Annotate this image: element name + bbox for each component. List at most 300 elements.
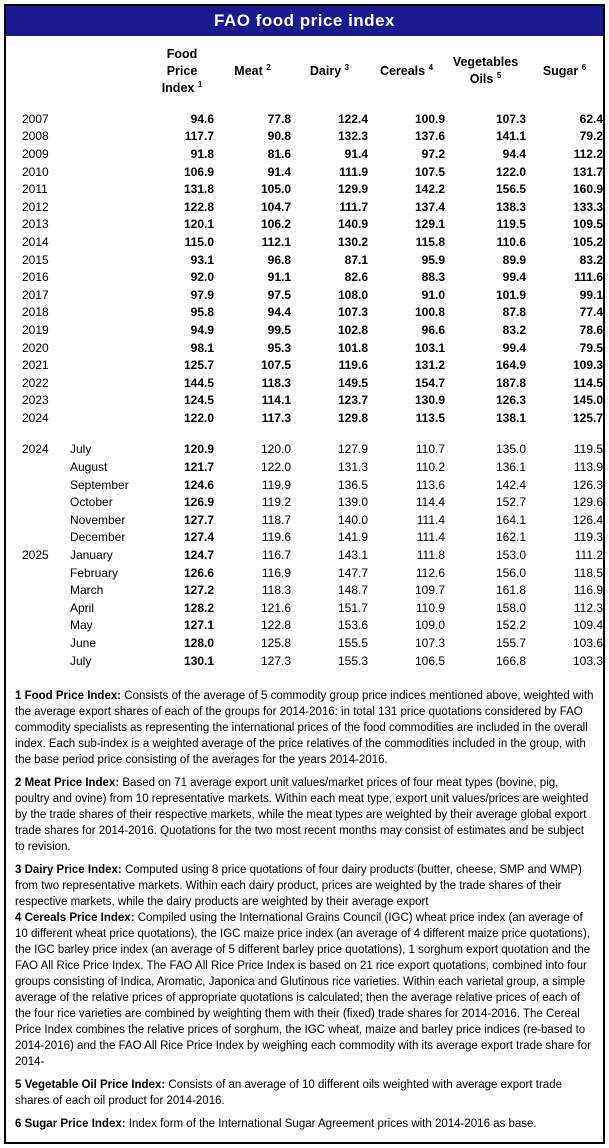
page-title: FAO food price index [214,11,395,30]
value-cell: 124.6 [183,477,214,492]
month-cell [70,375,150,393]
value-cell: 139.0 [337,495,368,510]
value-cell: 99.5 [267,322,291,337]
month-cell [70,287,150,305]
value-cell: 89.9 [502,252,526,267]
value-cell: 131.8 [183,182,214,197]
month-cell [70,234,150,252]
footnote [15,1116,594,1132]
value-cell: 126.6 [183,565,214,580]
year-cell: 2022 [22,375,49,390]
value-cell: 91.8 [190,146,214,161]
value-cell: 120.1 [183,217,214,232]
value-cell: 137.4 [414,199,445,214]
value-cell: 122.0 [183,410,214,425]
value-cell: 141.1 [495,129,526,144]
value-cell: 166.8 [495,653,526,668]
month-cell [70,146,150,164]
year-cell: 2018 [22,305,49,320]
value-cell: 87.8 [502,305,526,320]
value-cell: 106.2 [260,217,291,232]
value-cell: 79.5 [579,340,603,355]
value-cell: 121.7 [183,460,214,475]
year-cell: 2013 [22,217,49,232]
value-cell: 116.7 [261,548,291,563]
month-cell [70,128,150,146]
value-cell: 154.7 [414,375,445,390]
value-cell: 160.9 [572,182,603,197]
value-cell: 140.9 [337,217,368,232]
annual-row [8,375,603,393]
value-cell: 152.7 [495,495,526,510]
value-cell: 112.6 [415,565,445,580]
value-cell: 149.5 [337,375,368,390]
value-cell: 153.0 [495,548,526,563]
value-cell: 126.3 [572,477,603,492]
value-cell: 83.2 [502,322,526,337]
year-cell: 2016 [22,270,49,285]
value-cell: 122.4 [337,111,368,126]
value-cell: 131.7 [572,164,603,179]
value-cell: 82.6 [344,270,368,285]
value-cell: 129.9 [337,182,368,197]
value-cell: 104.7 [260,199,291,214]
year-cell: 2017 [22,287,49,302]
year-cell [8,565,70,583]
value-cell: 141.9 [337,530,368,545]
value-cell: 97.9 [190,287,214,302]
value-cell: 121.6 [260,600,291,615]
value-cell: 155.7 [495,636,526,650]
footnote-text: Based on 71 average export unit values/market prices of four meat types (bovine, pig, poultry and ovine) from 10 representative markets. Within each meat type, export unit values/prices are weighted by the trade shares of their respective markets, while the meat types are weighted by their average global export trade shares for 2014-2016. Quotations for the two most recent months may consist of estimates and be subject to revision. [15,777,589,854]
footnote-label: 2 Meat Price Index: [15,777,120,790]
column-header-sugar: Sugar $^6$ [542,62,587,79]
month-cell [70,357,150,375]
value-cell: 164.9 [495,358,526,373]
value-cell: 108.0 [337,287,368,302]
value-cell: 114.4 [415,495,445,510]
fao-food-price-index-page [4,4,605,1144]
value-cell: 118.7 [261,512,291,527]
value-cell: 119.9 [261,477,291,492]
value-cell: 110.9 [415,600,445,615]
value-cell: 118.3 [261,583,291,598]
annual-row [8,410,603,428]
annual-row [8,392,603,410]
value-cell: 124.7 [183,548,214,563]
month-cell: September [70,477,129,492]
value-cell: 111.9 [339,164,368,179]
month-cell: July [70,653,92,668]
monthly-row [8,600,603,618]
value-cell: 113.5 [415,410,445,425]
value-cell: 122.0 [260,460,291,475]
footnote-marker-2: 2 [266,62,271,72]
value-cell: 187.8 [495,375,526,390]
month-cell: October [70,495,113,510]
value-cell: 91.4 [267,164,291,179]
value-cell: 115.0 [184,234,214,249]
value-cell: 77.4 [579,305,603,320]
footnote-label: 5 Vegetable Oil Price Index: [15,1079,166,1092]
value-cell: 95.8 [190,305,214,320]
value-cell: 106.5 [414,653,445,668]
value-cell: 83.2 [579,252,603,267]
value-cell: 137.6 [414,129,445,144]
value-cell: 107.3 [337,305,368,320]
annual-row [8,199,603,217]
value-cell: 111.6 [574,270,603,285]
value-cell: 99.1 [579,287,603,302]
value-cell: 107.5 [414,164,445,179]
footnote [15,775,594,855]
value-cell: 120.0 [260,442,291,457]
value-cell: 100.8 [414,305,445,320]
value-cell: 122.8 [183,199,214,214]
monthly-row [8,582,603,600]
annual-row [8,340,603,358]
value-cell: 143.1 [337,548,368,563]
value-cell: 102.8 [337,322,368,337]
column-header-food-price-index: Food Price Index $^1$ [161,47,203,95]
value-cell: 110.7 [415,442,445,457]
value-cell: 140.0 [337,512,368,527]
monthly-row [8,529,603,547]
value-cell: 125.8 [260,636,291,650]
value-cell: 127.2 [183,583,214,598]
value-cell: 98.1 [190,340,214,355]
value-cell: 155.3 [337,653,368,668]
value-cell: 131.3 [337,460,368,475]
value-cell: 105.2 [572,234,603,249]
year-cell [8,459,70,477]
value-cell: 116.9 [261,565,291,580]
section-spacer [8,427,603,441]
value-cell: 158.0 [495,600,526,615]
value-cell: 119.5 [573,442,603,457]
value-cell: 133.3 [572,199,603,214]
annual-row [8,252,603,270]
value-cell: 118.5 [573,565,603,580]
value-cell: 126.3 [495,393,526,408]
monthly-row [8,441,603,459]
annual-row [8,164,603,182]
value-cell: 130.2 [337,234,368,249]
value-cell: 107.3 [414,636,445,650]
value-cell: 127.7 [183,512,214,527]
value-cell: 136.5 [337,477,368,492]
monthly-row [8,547,603,565]
value-cell: 91.1 [267,270,291,285]
annual-row [8,216,603,234]
value-cell: 118.3 [261,375,291,390]
year-cell: 2021 [22,358,49,373]
footnote-label: 4 Cereals Price Index: [15,912,135,925]
footnotes-section [6,670,603,1142]
value-cell: 99.4 [502,340,526,355]
value-cell: 156.0 [495,565,526,580]
value-cell: 97.2 [421,146,445,161]
value-cell: 122.8 [260,618,291,633]
value-cell: 111.2 [574,548,603,563]
value-cell: 111.4 [416,512,445,527]
value-cell: 164.1 [495,512,526,527]
price-index-table [8,36,603,670]
value-cell: 117.7 [184,129,214,144]
column-header-year [8,36,70,111]
value-cell: 155.5 [337,636,368,650]
value-cell: 112.1 [261,234,291,249]
value-cell: 142.4 [495,477,526,492]
annual-row [8,146,603,164]
value-cell: 103.1 [414,340,445,355]
year-cell: 2023 [22,393,49,408]
value-cell: 110.6 [496,234,526,249]
value-cell: 115.8 [415,234,445,249]
value-cell: 125.7 [572,410,603,425]
year-cell: 2011 [22,182,48,197]
footnote-text: Consists of the average of 5 commodity group price indices mentioned above, weighted with the average export shares of each of the groups for 2014-2016: in total 131 price quotations considered by FAO commodity specialists as representing the international prices of the food commodities are included in the overall index. Each sub-index is a weighted average of the price relatives of the commodities included in the group, with the base period price consisting of the averages for the years 2014-2016. [15,690,594,767]
monthly-row [8,617,603,635]
value-cell: 99.4 [502,270,526,285]
year-cell: 2007 [22,111,49,126]
year-cell: 2019 [22,322,49,337]
month-cell: June [70,636,97,650]
value-cell: 162.1 [495,530,526,545]
value-cell: 130.1 [183,653,214,668]
footnote-marker-4: 4 [428,62,434,72]
value-cell: 156.5 [495,182,526,197]
month-cell [70,410,150,428]
value-cell: 144.5 [183,375,214,390]
value-cell: 130.9 [414,393,445,408]
value-cell: 147.7 [337,565,368,580]
year-cell: 2024 [22,410,49,425]
value-cell: 93.1 [190,252,214,267]
column-header-cereals: Cereals $^4$ [379,62,434,79]
value-cell: 79.2 [579,129,603,144]
value-cell: 109.5 [572,217,603,232]
month-cell [70,181,150,199]
annual-row [8,287,603,305]
annual-row [8,322,603,340]
value-cell: 77.8 [267,111,291,126]
footnote-text: Consists of an average of 10 different oils weighted with average export trade shares of each oil product for 2014-2016. [15,1079,562,1108]
monthly-row [8,635,603,653]
month-cell [70,340,150,358]
value-cell: 94.6 [190,111,214,126]
value-cell: 117.3 [261,410,291,425]
column-header-month [70,36,150,111]
value-cell: 127.1 [183,618,214,633]
value-cell: 138.1 [495,410,526,425]
column-header-dairy: Dairy $^3$ [309,62,350,79]
monthly-row [8,653,603,671]
month-cell: May [70,618,93,633]
value-cell: 120.9 [183,442,214,457]
value-cell: 92.0 [190,270,214,285]
value-cell: 109.0 [414,618,445,633]
value-cell: 126.9 [183,495,214,510]
value-cell: 112.2 [573,146,603,161]
value-cell: 125.7 [183,358,214,373]
value-cell: 109.7 [414,583,445,598]
value-cell: 106.9 [183,164,214,179]
value-cell: 95.3 [267,340,291,355]
value-cell: 91.4 [344,146,368,161]
value-cell: 100.9 [414,111,445,126]
month-cell: August [70,460,108,475]
year-cell: 2008 [22,129,49,144]
footnote-text: Index form of the International Sugar Agreement prices with 2014-2016 as base. [125,1118,537,1131]
year-cell [8,477,70,495]
value-cell: 119.5 [496,217,526,232]
value-cell: 152.2 [495,618,526,633]
footnote-marker-6: 6 [581,62,587,72]
value-cell: 126.4 [572,512,603,527]
footnote-label: 3 Dairy Price Index: [15,864,122,877]
value-cell: 97.5 [267,287,291,302]
year-cell [8,582,70,600]
annual-row [8,111,603,129]
value-cell: 103.3 [572,653,603,668]
footnote-marker-5: 5 [496,71,502,81]
value-cell: 127.3 [260,653,291,668]
year-cell: 2020 [22,340,49,355]
value-cell: 128.2 [183,600,214,615]
value-cell: 132.3 [337,129,368,144]
value-cell: 96.8 [267,252,291,267]
month-cell [70,164,150,182]
value-cell: 123.7 [337,393,368,408]
annual-row [8,269,603,287]
value-cell: 153.6 [337,618,368,633]
value-cell: 151.7 [337,600,368,615]
month-cell [70,322,150,340]
month-cell [70,269,150,287]
value-cell: 145.0 [572,393,603,408]
value-cell: 109.3 [572,358,603,373]
month-cell [70,111,150,129]
value-cell: 111.4 [416,530,445,545]
value-cell: 161.8 [495,583,526,598]
value-cell: 112.3 [573,600,603,615]
year-cell: 2024 [22,442,49,457]
value-cell: 109.4 [572,618,603,633]
month-cell: March [70,583,104,598]
year-cell [8,529,70,547]
value-cell: 127.4 [183,530,214,545]
monthly-row [8,477,603,495]
value-cell: 119.6 [261,530,291,545]
column-header-row [8,36,603,111]
value-cell: 107.5 [260,358,291,373]
month-cell [70,199,150,217]
monthly-row [8,512,603,530]
value-cell: 94.4 [267,305,291,320]
value-cell: 142.2 [414,182,445,197]
value-cell: 111.7 [339,199,368,214]
value-cell: 62.4 [579,111,603,126]
month-cell: July [70,442,92,457]
footnote [15,688,594,768]
footnote-marker-3: 3 [344,62,350,72]
value-cell: 136.1 [495,460,526,475]
year-cell [8,635,70,653]
value-cell: 101.9 [495,287,526,302]
value-cell: 119.2 [261,495,291,510]
month-cell: January [70,548,113,563]
year-cell: 2012 [22,199,49,214]
year-cell: 2009 [22,146,49,161]
value-cell: 113.6 [415,477,445,492]
year-cell [8,494,70,512]
footnote-marker-1: 1 [197,79,203,89]
year-cell [8,617,70,635]
value-cell: 131.2 [414,358,445,373]
year-cell: 2015 [22,252,49,267]
value-cell: 110.2 [415,460,445,475]
value-cell: 148.7 [337,583,368,598]
value-cell: 114.5 [573,375,603,390]
value-cell: 138.3 [495,199,526,214]
value-cell: 127.9 [337,442,368,457]
value-cell: 116.9 [573,583,603,598]
column-header-meat: Meat $^2$ [234,62,271,79]
value-cell: 94.4 [502,146,526,161]
value-cell: 129.6 [572,495,603,510]
value-cell: 105.0 [260,182,291,197]
value-cell: 90.8 [267,129,291,144]
year-cell: 2025 [22,548,49,563]
value-cell: 128.0 [183,636,214,650]
year-cell [8,600,70,618]
month-cell [70,304,150,322]
value-cell: 95.9 [421,252,445,267]
footnote-text: Compiled using the International Grains Council (IGC) wheat price index (an average of 10 different wheat price quotations), the IGC maize price index (an average of 4 different maize price quotations), the IGC barley price index (an average of 5 different barley price quotations), 1 sorghum export quotation and the FAO All Rice Price Index. The FAO All Rice Price Index is based on 21 rice export quotations, combined into four groups consisting of Indica, Aromatic, Japonica and Glutinous rice varieties. Within each varietal group, a simple average of the relative prices of appropriate quotations is calculated; then the average relative prices of each of the four rice varieties are combined by weighting them with their (fixed) trade shares for 2014-2016. The Cereal Price Index combines the relative prices of sorghum, the IGC wheat, maize and barley price indices (re-based to 2014-2016) and the FAO All Rice Price Index by weighing each commodity with its average export trade share for 2014- [15,912,591,1069]
footnote-text: Computed using 8 price quotations of four dairy products (butter, cheese, SMP and WMP) from two representative markets. Within each dairy product, prices are weighted by the trade shares of their respective markets, while the dairy products are weighted by their average export [15,864,582,909]
value-cell: 81.6 [267,146,291,161]
year-cell [8,512,70,530]
monthly-row [8,565,603,583]
value-cell: 122.0 [495,164,526,179]
value-cell: 107.3 [495,111,526,126]
month-cell: February [70,565,119,580]
month-cell [70,392,150,410]
value-cell: 111.8 [416,548,445,563]
month-cell [70,216,150,234]
month-cell: April [70,600,95,615]
column-header-vegetables-oils: Vegetables Oils $^5$ [452,55,519,87]
month-cell: November [70,512,126,527]
value-cell: 88.3 [421,270,445,285]
footnote [15,862,594,910]
month-cell: December [70,530,126,545]
value-cell: 129.1 [414,217,445,232]
value-cell: 135.0 [495,442,526,457]
annual-row [8,234,603,252]
year-cell: 2014 [22,234,49,249]
value-cell: 87.1 [344,252,368,267]
value-cell: 124.5 [183,393,214,408]
value-cell: 78.6 [579,322,603,337]
value-cell: 119.3 [573,530,603,545]
value-cell: 91.0 [421,287,445,302]
monthly-row [8,494,603,512]
annual-row [8,128,603,146]
annual-row [8,181,603,199]
footnote [15,910,594,1070]
